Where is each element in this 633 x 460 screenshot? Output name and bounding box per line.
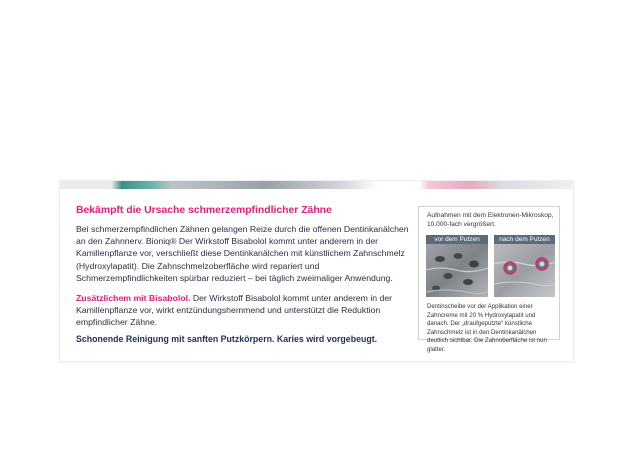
bisabolol-highlight: Zusätzlichem mit Bisabolol. (76, 293, 191, 303)
headline: Bekämpft die Ursache schmerzempfindlicher Zähne (76, 205, 332, 216)
label-after: nach dem Putzen (494, 235, 555, 244)
paragraph-bisabolol (76, 292, 414, 329)
paragraph-cleaning: Schonende Reinigung mit sanften Putzkörpern. Karies wird vorgebeugt. (76, 334, 378, 344)
microscope-caption-top: Aufnahmen mit dem Elektronen-Mikroskop, 10.000-fach vergrößert. (427, 212, 554, 228)
paragraph-causes: Bei schmerzempfindlichen Zähnen gelangen Reize durch die offenen Dentinkanälchen an den Zahnnerv. Bioniq® Der Wirkstoff Bisabolol kommt unter anderem in der Kamillenpflanze vor, verschließt diese Dentinkanälchen mit künstlichem Zahnschmelz (Hydroxylapatit). Die Zahnschmelzoberfläche wird repariert und Schmerzempfindlichkeiten spürbar reduziert – bei täglich zweimaliger Anwendung. (76, 224, 409, 283)
image-after-brushing (494, 235, 555, 297)
label-before: vor dem Putzen (426, 235, 488, 244)
microscope-caption-bottom: Dentinscheibe vor der Applikation einer Zahncreme mit 20 % Hydroxylapatit und danach. Der „draufgeputzte“ künstliche Zahnschmelz ist in den Dentinkanälchen deutlich sichtbar. Die Zahnoberfläche ist nun glatter. (427, 303, 547, 353)
bisabolol-text: Der Wirkstoff Bisabolol kommt unter anderem in der Kamillenpflanze vor, wirkt entzündungshemmend und unterstützt die Reduktion empfindlicher Zähne. (76, 293, 393, 328)
microscope-panel (418, 206, 560, 353)
image-before-brushing (426, 235, 488, 297)
micrograph-before (426, 244, 488, 297)
product-info-panel (60, 181, 573, 361)
packaging-edge-strip (60, 181, 573, 189)
micrograph-after (494, 244, 555, 297)
